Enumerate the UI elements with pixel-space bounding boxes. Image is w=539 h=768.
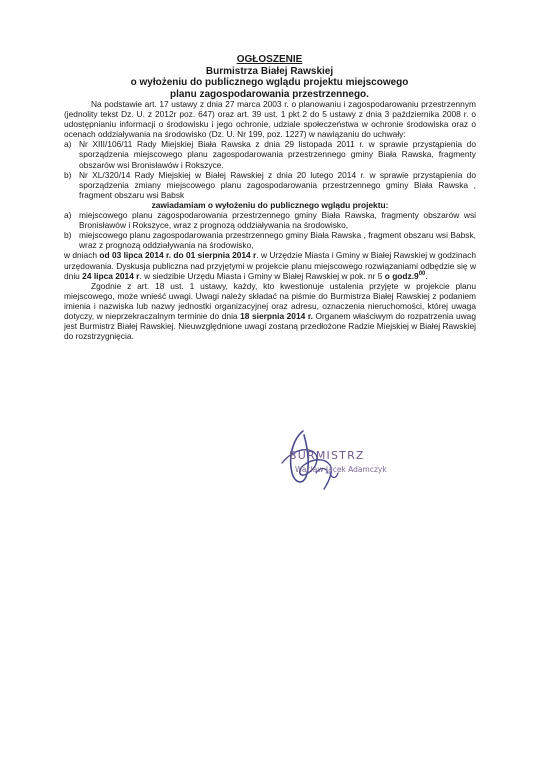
list-marker: b) bbox=[64, 169, 72, 180]
resolution-text: Nr XL/320/14 Rady Miejskiej w Białej Rawskiej z dnia 20 lutego 2014 r. w sprawie przystąpienia do sporządzenia zmiany miejscowego planu zagospodarowania przestrzennego gminy Biała Rawska , fragment obszaru wsi Babsk bbox=[79, 169, 476, 200]
issuer-line: Burmistrza Białej Rawskiej bbox=[205, 65, 334, 77]
project-text: miejscowego planu zagospodarowania przestrzennego gminy Biała Rawska , fragment obszaru wsi Babsk, wraz z prognozą oddziaływania na środowisko, bbox=[79, 230, 476, 251]
announcement-statement: zawiadamiam o wyłożeniu do publicznego wglądu projektu: bbox=[151, 199, 389, 210]
subject-line-1: o wyłożeniu do publicznego wglądu projektu miejscowego bbox=[130, 77, 409, 88]
announcement-header bbox=[0, 54, 539, 100]
discussion-time bbox=[385, 271, 426, 281]
project-item bbox=[64, 230, 476, 250]
project-text: miejscowego planu zagospodarowania przestrzennego gminy Biała Rawska, fragmenty obszarów wsi Bronisławów i Rokszyce, wraz z prognozą oddziaływania na środowisko, bbox=[79, 210, 476, 231]
remarks-text: Organem właściwym do rozpatrzenia uwag jest Burmistrz Białej Rawskiej. Nieuwzględnione uwagi zostaną przedłożone Radzie Miejskiej w Białej Rawskiej do rozstrzygnięcia. bbox=[64, 310, 476, 342]
dates-text: w dniach bbox=[64, 250, 100, 261]
discussion-date: 24 lipca 2014 r bbox=[82, 270, 140, 281]
list-marker: b) bbox=[64, 230, 72, 241]
resolution-item bbox=[64, 170, 476, 200]
subject-line-2: planu zagospodarowania przestrzennego. bbox=[170, 88, 369, 100]
announcement-body bbox=[64, 99, 476, 341]
project-item bbox=[64, 210, 476, 230]
stamp-title: BURMISTRZ bbox=[289, 449, 365, 462]
exhibition-period: od 03 lipca 2014 r. do 01 sierpnia 2014 r bbox=[99, 250, 257, 261]
stamp-name: Wacław Jacek Adamczyk bbox=[295, 465, 387, 474]
list-marker: a) bbox=[64, 210, 72, 221]
document-title: OGŁOSZENIE bbox=[236, 54, 303, 65]
dates-text: . w Urzędzie Miasta i Gminy w Białej Rawskiej w godzinach urzędowania. Dyskusja publiczna nad przyjętymi w projekcie planu miejscowego rozwiązaniami odbędzie się w dniu bbox=[64, 250, 476, 281]
remarks-deadline: 18 sierpnia 2014 r. bbox=[240, 310, 313, 321]
discussion-minutes: 00 bbox=[418, 270, 426, 277]
discussion-hour: o godz.9 bbox=[384, 270, 419, 281]
resolution-text: Nr XIII/106/11 Rady Miejskiej Biała Rawska z dnia 29 listopada 2011 r. w sprawie przystąpienia do sporządzenia miejscowego planu zagospodarowania przestrzennego gminy Biała Rawska, fragmenty obszarów wsi Bronisławów i Rokszyce. bbox=[79, 139, 476, 170]
exhibition-dates-paragraph bbox=[64, 250, 476, 280]
mayor-signature-stamp bbox=[268, 427, 418, 497]
resolution-item bbox=[64, 139, 476, 169]
remarks-paragraph bbox=[64, 281, 476, 342]
dates-text: . w siedzibie Urzędu Miasta i Gminy w Białej Rawskiej w pok. nr 5 bbox=[139, 270, 385, 281]
list-marker: a) bbox=[64, 139, 72, 150]
remarks-text: Zgodnie z art. 18 ust. 1 ustawy, każdy, kto kwestionuje ustalenia przyjęte w projekcie planu miejscowego, może wnieść uwagi. Uwagi należy składać na piśmie do Burmistrza Białej Rawskiej z podaniem imienia i nazwiska lub nazwy jednostki organizacyjnej oraz adresu, oznaczenia nieruchomości, której uwaga dotyczy, w nieprzekraczalnym terminie do dnia bbox=[64, 280, 476, 321]
legal-basis-paragraph: Na podstawie art. 17 ustawy z dnia 27 marca 2003 r. o planowaniu i zagospodarowaniu przestrzennym (jednolity tekst Dz. U. z 2012r poz. 647) oraz art. 39 ust. 1 pkt 2 do 5 ustawy z dnia 3 października 2008 r. o udostępnianiu informacji o środowisku i jego ochronie, udziale społeczeństwa w ochronie środowiska oraz o ocenach oddziaływania na środowisko (Dz. U. Nr 199, poz. 1227) w nawiązaniu do uchwały: bbox=[64, 99, 476, 140]
handwritten-signature bbox=[268, 427, 418, 497]
dates-text: . bbox=[425, 270, 428, 281]
